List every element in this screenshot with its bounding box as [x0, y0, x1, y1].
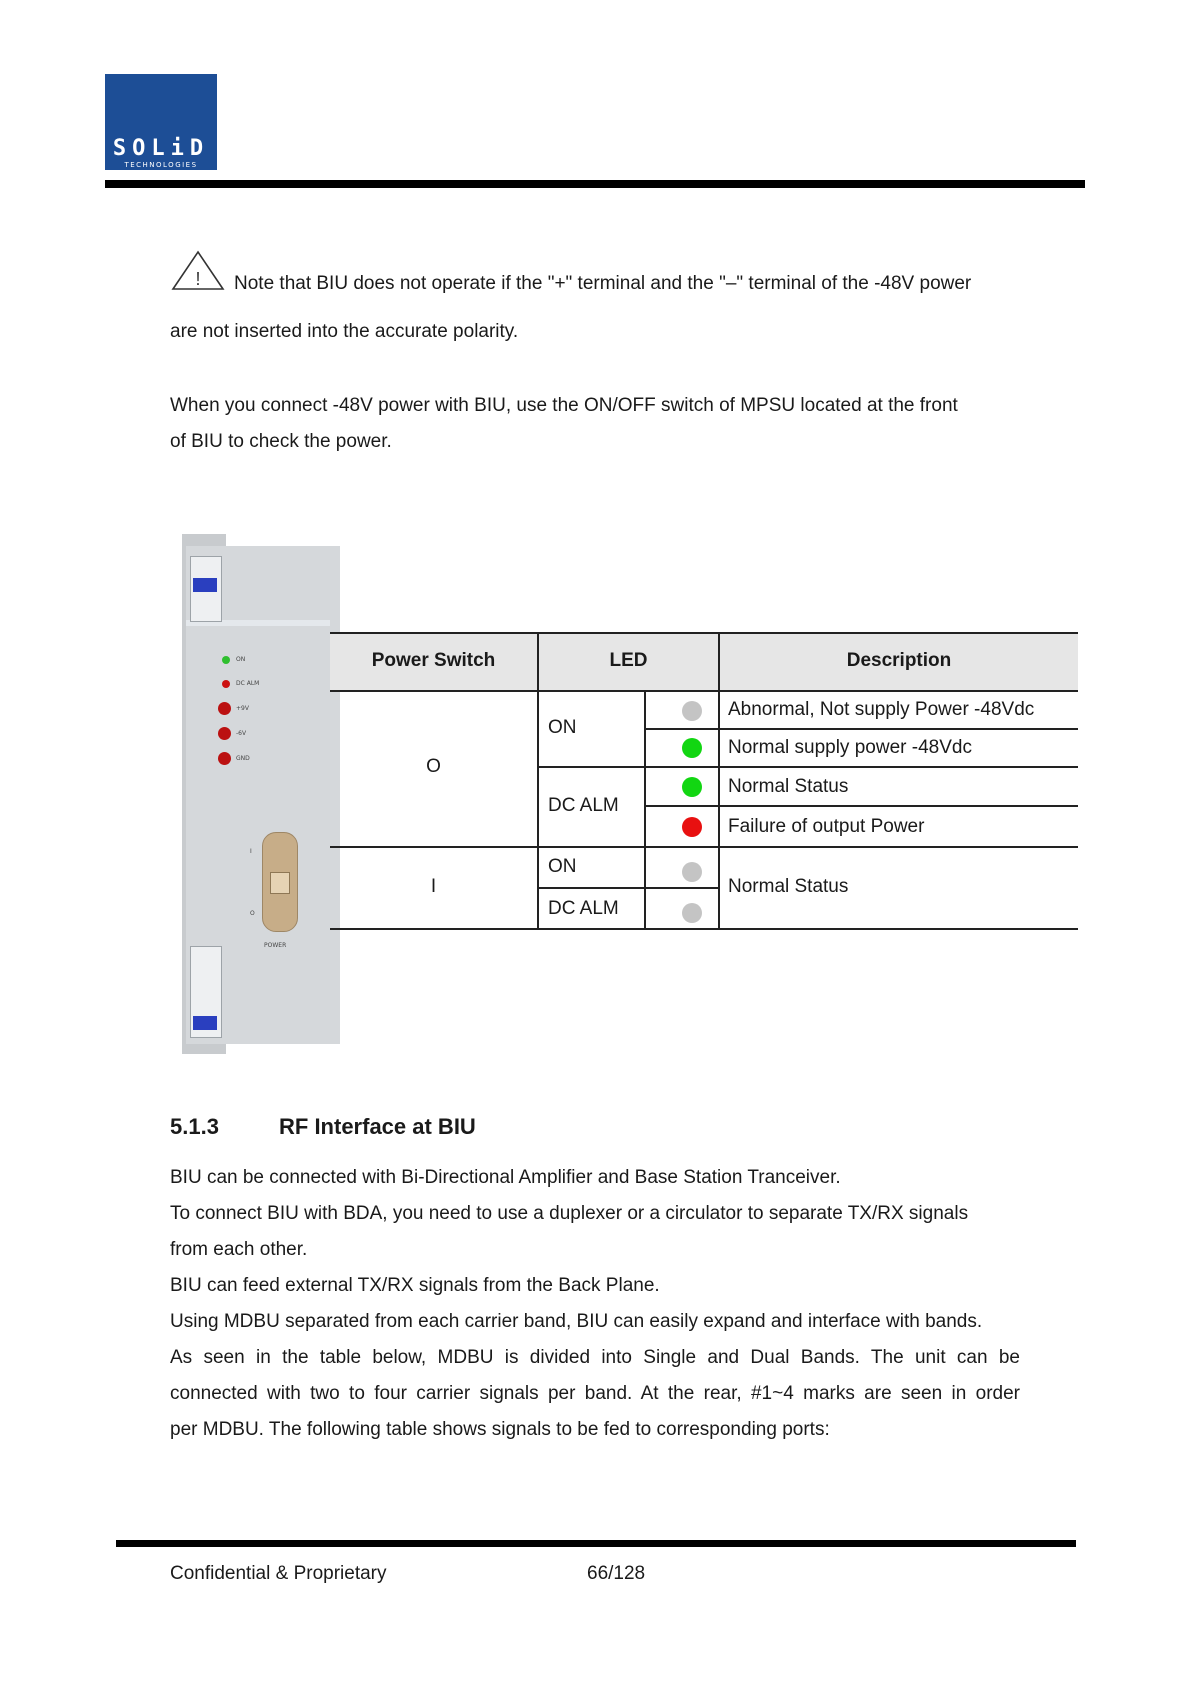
- led-on-indicator: [222, 656, 230, 664]
- body-line: BIU can feed external TX/RX signals from the Back Plane.: [170, 1275, 660, 1296]
- body-line: per MDBU. The following table shows signals to be fed to corresponding ports:: [170, 1419, 830, 1440]
- led-dot-red: [682, 817, 702, 837]
- switch-state-off: O: [426, 756, 441, 777]
- led-dot-green: [682, 777, 702, 797]
- switch-state-on: I: [430, 876, 437, 897]
- body-line: from each other.: [170, 1239, 308, 1260]
- jack-label-gnd: GND: [236, 755, 250, 762]
- solid-logo: [105, 74, 217, 170]
- jack-label-9v: +9V: [236, 705, 249, 712]
- description-cell: Normal Status: [728, 776, 849, 797]
- footer-rule: [116, 1540, 1076, 1547]
- led-dcalm-indicator: [222, 680, 230, 688]
- led-name-on: ON: [548, 717, 577, 738]
- switch-mark-on: I: [250, 848, 252, 855]
- description-cell: Normal supply power -48Vdc: [728, 737, 972, 758]
- power-switch-knob: [270, 872, 290, 894]
- header-rule: [105, 180, 1085, 188]
- led-dot-green: [682, 738, 702, 758]
- led-name-dcalm: DC ALM: [548, 795, 619, 816]
- page-number: 66/128: [587, 1563, 646, 1584]
- body-line: BIU can be connected with Bi-Directional Amplifier and Base Station Tranceiver.: [170, 1167, 841, 1188]
- description-cell: Normal Status: [728, 876, 849, 897]
- switch-mark-off: O: [250, 910, 255, 917]
- led-label-on: ON: [236, 656, 246, 663]
- led-name-dcalm: DC ALM: [548, 898, 619, 919]
- test-jack-6v: [218, 727, 231, 740]
- jack-label-6v: -6V: [236, 730, 247, 737]
- body-line: To connect BIU with BDA, you need to use a duplexer or a circulator to separate TX/RX signals: [170, 1203, 969, 1224]
- test-jack-9v: [218, 702, 231, 715]
- led-label-dcalm: DC ALM: [236, 680, 260, 687]
- section-number: 5.1.3: [170, 1114, 219, 1139]
- top-latch-badge: [193, 578, 217, 592]
- section-title: RF Interface at BIU: [279, 1114, 476, 1139]
- col-header-led: LED: [609, 650, 648, 671]
- logo-name: SOLiD: [112, 136, 210, 161]
- description-cell: Abnormal, Not supply Power -48Vdc: [728, 699, 1035, 720]
- logo-tagline: TECHNOLOGIES: [124, 161, 198, 169]
- col-header-power-switch: Power Switch: [371, 650, 496, 671]
- svg-text:!: !: [195, 269, 201, 289]
- led-dot-gray: [682, 903, 702, 923]
- note-line-1: Note that BIU does not operate if the "+" terminal and the "–" terminal of the -48V power: [234, 273, 972, 294]
- led-name-on: ON: [548, 856, 577, 877]
- footer-confidential: Confidential & Proprietary: [170, 1563, 387, 1584]
- test-jack-gnd: [218, 752, 231, 765]
- body-line: connected with two to four carrier signals per band. At the rear, #1~4 marks are seen in order: [170, 1383, 1020, 1404]
- intro-line-2: of BIU to check the power.: [170, 431, 392, 452]
- description-cell: Failure of output Power: [728, 816, 925, 837]
- intro-line-1: When you connect -48V power with BIU, use the ON/OFF switch of MPSU located at the front: [170, 395, 958, 416]
- warning-triangle-icon: [170, 249, 226, 293]
- led-dot-gray: [682, 862, 702, 882]
- body-line: Using MDBU separated from each carrier band, BIU can easily expand and interface with bands.: [170, 1311, 983, 1332]
- body-line: As seen in the table below, MDBU is divided into Single and Dual Bands. The unit can be: [170, 1347, 1020, 1368]
- power-switch-label: POWER: [264, 942, 287, 949]
- led-dot-gray: [682, 701, 702, 721]
- bottom-latch-badge: [193, 1016, 217, 1030]
- col-header-description: Description: [846, 650, 952, 671]
- note-line-2: are not inserted into the accurate polarity.: [170, 321, 519, 342]
